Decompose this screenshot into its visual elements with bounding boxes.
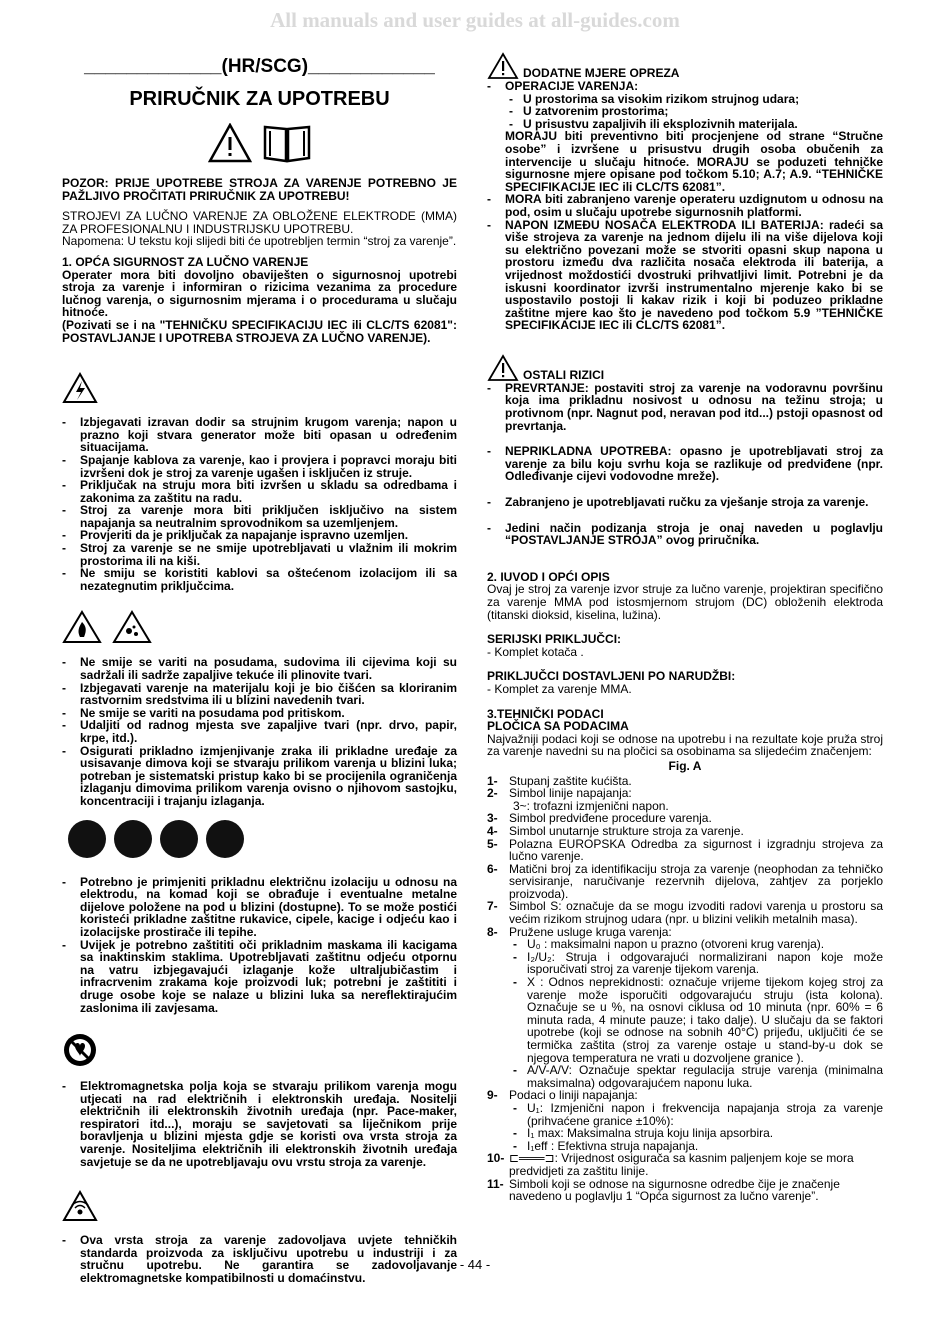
list-item: - Udaljiti od radnog mjesta sve zapaljive tvari (npr. drvo, papir, krpe, itd.). (62, 719, 457, 744)
section-1-text: Operater mora biti dovoljno obaviješten o sigurnosnoj upotrebi stroja za varenje i informiran o rizicima vezanima za procedure lučnog varenja, o sigurnosnim mjerama i o procedurama u slučaju hitnoće. (62, 267, 457, 320)
item-number: 3- (487, 811, 498, 826)
page-title: PRIRUČNIK ZA UPOTREBU (129, 88, 390, 110)
list-item (487, 80, 883, 193)
other-risks-title: OSTALI RIZICI (523, 368, 605, 383)
section-3-title: 3.TEHNIČKI PODACI (487, 706, 604, 721)
pacemaker-icons (62, 1032, 457, 1068)
item-number: 4- (487, 823, 498, 838)
list-item: - Ova vrsta stroja za varenje zadovoljava uvjete tehničkih standarda proizvoda za isključivu upotrebu u industriji i za stručnu upotrebu. Ne garantira se zadovoljavanje elektromagnetske kompatibilnosti u domaćinstvu. (62, 1234, 457, 1284)
list-item: - Zabranjeno je upotrebljavati ručku za vješanje stroja za varenje. (487, 496, 883, 509)
list-item: - Stroj za varenje mora biti priključen isključivo na sistem napajanja sa neutralnim sprovodnikom sa uzemljenjem. (62, 504, 457, 529)
right-column (487, 52, 883, 1203)
list-item: - Ne smije se variti na posudama pod pritiskom. (62, 707, 457, 720)
electric-safety-list (62, 416, 457, 592)
serial-accessories-text: - Komplet kotača . (487, 644, 584, 659)
item-text: Simbol S: označuje da se mogu izvoditi radovi varenja u prostoru sa većim rizikom strujnog udara (npr. u blizini velikih metalnih masa). (509, 899, 883, 927)
electric-hazard-icon (62, 372, 98, 404)
protective-boots-icon (160, 820, 198, 858)
sub-list (505, 93, 883, 131)
sub-list-item: - I₂/U₂: Struja i odgovarajući normalizirani napon koje može isporučivati stroj za varenje tijekom varenja. (509, 951, 883, 976)
item-text: Simbol unutarnje strukture stroja za varenje. (509, 823, 744, 838)
list-item: - NEPRIKLADNA UPOTREBA: opasno je upotrebljavati stroj za varenje za bilu koju svrhu koja se razlikuje od predviđene (npr. Odleđivanje cijevi vodovodne mreže). (487, 445, 883, 483)
list-item: - PREVRTANJE: postaviti stroj za varenje na vodoravnu površinu koja ima prikladnu nosivost u odnosu na težinu stroja; u protivnom (npr. Nagnut pod, neravan pod itd...) pstoji opasnost od prevrtanja. (487, 382, 883, 432)
list-item: - Izbjegavati izravan dodir sa strujnim krugom varenja; napon u prazno koji stvara generator može biti opasan u određenim situacijama. (62, 416, 457, 454)
list-item: - MORA biti zabranjeno varenje operateru uzdignutom u odnosu na pod, osim u slučaju upotrebe sigurnosnih platformi. (487, 193, 883, 218)
warning-triangle-icon (487, 354, 519, 382)
list-item (487, 1152, 883, 1177)
section-1-title: 1. OPĆA SIGURNOST ZA LUČNO VARENJE (62, 254, 309, 269)
sub-list-item: - U prisustvu zapaljivih ili eksplozivnih materijala. (505, 118, 883, 131)
item-number: 7- (487, 899, 498, 914)
intro-text: STROJEVI ZA LUČNO VARENJE ZA OBLOŽENE ELEKTRODE (MMA) ZA PROFESIONALNU I INDUSTRIJSKU UPOTREBU. (62, 209, 457, 236)
item-number: 6- (487, 861, 498, 876)
emf-list (62, 1080, 457, 1168)
list-item: - NAPON IZMEĐU NOSAČA ELEKTRODA ILI BATERIJA: radeći sa više strojeva za varenje na jednom dijelu ili na više dijelova koji su električno povezani može se stvoriti opasni skup napona u prostoru između dva različita nosača elektroda ili baterija, a vrijednost moždostići dvostruki prihvatljivi limit. Potrebni je da iskusni koordinator izvrši instrumentalno mjerenje kako bi se uspostavilo postoji li kakav rizik i koji bi poduzeo prikladne zaštitne mjere kao što je navedeno pod točkom 5.9 ”TEHNIČKE SPECIFIKACIJE IEC ili CLC/TS 62081”. (487, 219, 883, 332)
language-header: _____________(HR/SCG)____________ (84, 56, 435, 77)
item-subtext: 3~: trofazni izmjenični napon. (513, 798, 669, 813)
list-item (487, 926, 883, 1090)
list-item-tail: MORAJU biti preventivno biti procjenjene od strane “Stručne osobe” i izvršene u prisustvu drugih osoba obučenih za intervencije u slučaju hitnoće. MORAJU se poduzeti tehničke sigurnosne mjere opisane pod točkom 5.10; A.7; A.9. “TEHNIČKE SPECIFIKACIJE IEC ili CLC/TS 62081”. (505, 129, 883, 194)
item-text: Stupanj zaštite kućišta. (509, 773, 632, 788)
sub-list-item: - U zatvorenim prostorima; (505, 105, 883, 118)
section-3-subtitle: PLOČICA SA PODACIMA (487, 719, 629, 734)
list-item: - Spajanje kablova za varenje, kao i provjera i popravci moraju biti izvršeni dok je stroj za varenje ugašen i isključen iz struje. (62, 454, 457, 479)
fire-hazard-icon (62, 610, 102, 644)
item-number: 1- (487, 773, 498, 788)
sub-list-item: - I₁eff : Efektivna struja napajanja. (509, 1140, 883, 1153)
list-item: - Ne smiju se koristiti kablovi sa oštećenom izolacijom ili sa nezategnutim priključcima. (62, 567, 457, 592)
section-1-reference: (Pozivati se i na "TEHNIČKU SPECIFIKACIJU IEC ili CLC/TS 62081": POSTAVLJANJE I UPOTREBA STROJEVA ZA LUČNO VARENJE). (62, 317, 457, 345)
list-item (487, 787, 883, 812)
optional-accessories-title: PRIKLJUČCI DOSTAVLJENI PO NARUDŽBI: (487, 669, 736, 684)
extra-precautions-title: DODATNE MJERE OPREZA (523, 66, 680, 81)
welding-mask-icon (206, 820, 244, 858)
item-number: 9- (487, 1088, 498, 1103)
list-item: - Elektromagnetska polja koja se stvaraju prilikom varenja mogu utjecati na rad električnih i elektronskih uređaja. Nositelji električnih ili elektronskih životnih uređaja (npr. Pace-maker, respiratori itd...), moraju se savjetovati sa liječnikom prije boravljenja u blizini mjesta gdje se koristi ova vrsta stroja za varenje. Nositeljima električnih ili elektronskih životnih uređaja savjetuje se da ne upotrebljavaju ovu vrstu stroja za varenje. (62, 1080, 457, 1168)
sub-list-item: - X : Odnos neprekidnosti: označuje vrijeme tijekom kojeg stroj za varenje može isporučiti odgovarajuću struju (ista kolona). Označuje se u %, na osnovi ciklusa od 10 minuta (npr. 60% = 6 minuta rada, 4 minute pauze; i tako dalje). U slučaju da se faktori upotrebe (koji se odnose na sobnih 40°C) prijeđu, uključiti će se termička zaštita (stroj za varenje ostaje u stand-by-u dok se njegova temperatura ne vrati u dozvoljene granice ). (509, 976, 883, 1064)
warning-triangle-icon (487, 52, 519, 80)
sub-list-item: - A/V-A/V: Označuje spektar regulacija struje varenja (minimalna maksimalna) odgovarajućem naponu luka. (509, 1064, 883, 1089)
item-text: ⊏═══⊐: Vrijednost osigurača sa kasnim paljenjem koje se mora predvidjeti za zaštitu linije. (509, 1151, 854, 1178)
note-text: Napomena: U tekstu koji slijedi biti će upotrebljen termin “stroj za varenje”. (62, 234, 457, 249)
list-item: - Provjeriti da je priključak za napajanje ispravno uzemljen. (62, 529, 457, 542)
left-column (62, 52, 457, 1285)
other-risks-heading (487, 354, 883, 382)
ppe-icons (68, 820, 457, 858)
list-item: - Uvijek je potrebno zaštititi oči prikladnim maskama ili kacigama sa inaktinskim staklima. Upotrebljavati zaštitnu odjeću otpornu na vatru izbjegavajući izlaganje kože ultraljubičastim i infracrvenim zrakama koje proizvodi luk; potrebni je zaštititi i druge osobe koje se nalaze u blizini luka sa nereflektirajućim zaslonima ili zavjesama. (62, 939, 457, 1015)
item-text: Polazna EUROPSKA Odredba za sigurnost i izgradnju strojeva za lučno varenje. (509, 836, 883, 864)
extra-precautions-list (487, 80, 883, 332)
optional-accessories-text: - Komplet za varenje MMA. (487, 681, 632, 696)
emc-icons (62, 1190, 457, 1222)
protective-gloves-icon (114, 820, 152, 858)
manual-book-icon (262, 123, 312, 163)
warning-text: POZOR: PRIJE UPOTREBE STROJA ZA VARENJE POTREBNO JE PAŽLJIVO PROČITATI PRIRUČNIK ZA UPOTREBU! (62, 176, 457, 203)
item-number: 2- (487, 786, 498, 801)
list-item: - Ne smije se variti na posudama, sudovima ili cijevima koji su sadržali ili sadrže zapaljive tekuće ili plinovite tvari. (62, 656, 457, 681)
item-text: Pružene usluge kruga varenja: (509, 924, 672, 939)
item-text: Simbol linije napajanja: (509, 786, 632, 801)
list-item: - Priključak na struju mora biti izvršen u skladu sa odredbama i zakonima za zaštitu na radu. (62, 479, 457, 504)
fire-hazard-icons (62, 610, 457, 644)
list-item (487, 838, 883, 863)
list-item (487, 1178, 883, 1203)
item-number: 11- (487, 1176, 504, 1191)
sub-list-item: - I₁ max: Maksimalna struja koju linija apsorbira. (509, 1127, 883, 1140)
list-item (487, 900, 883, 925)
figure-label: Fig. A (668, 758, 702, 773)
sub-list (509, 938, 883, 1089)
electric-hazard-icons (62, 372, 457, 404)
fire-safety-list (62, 656, 457, 807)
item-number: 5- (487, 836, 498, 851)
list-item (487, 863, 883, 901)
item-text: Podaci o liniji napajanja: (509, 1088, 638, 1103)
sub-list (509, 1102, 883, 1152)
sub-list-item: - U prostorima sa visokim rizikom strujnog udara; (505, 93, 883, 106)
data-plate-list (487, 775, 883, 1203)
item-number: 8- (487, 924, 498, 939)
other-risks-list (487, 382, 883, 547)
extra-precautions-heading (487, 52, 883, 80)
list-item: - Izbjegavati varenje na materijalu koji je bio čišćen sa kloriranim rastvornim sredstvima ili u blizini navedenih tvari. (62, 682, 457, 707)
list-item (487, 1089, 883, 1152)
item-text: Matični broj za identifikaciju stroja za varenje (neophodan za tehničko servisiranje, naručivanje rezervnih dijelova, zahtjev za porjeklo proizvoda). (509, 861, 883, 901)
serial-accessories-title: SERIJSKI PRIKLJUČCI: (487, 632, 622, 647)
list-item: - Stroj za varenje se ne smije upotrebljavati u vlažnim ili mokrim prostorima ili na kiši. (62, 542, 457, 567)
explosion-hazard-icon (112, 610, 152, 644)
item-text: Simboli koji se odnose na sigurnosne odredbe čije je značenje navedeno u poglavlju 1 “Opća sigurnost za lučno varenje”. (509, 1176, 840, 1204)
electromagnetic-hazard-icon (62, 1190, 98, 1222)
watermark: All manuals and user guides at all-guides.com (270, 8, 680, 32)
warning-triangle-icon (208, 123, 252, 163)
protective-clothing-icon (68, 820, 106, 858)
section-2-title: 2. IUVOD I OPĆI OPIS (487, 569, 610, 584)
section-3-text: Najvažniji podaci koji se odnose na upotrebu i na rezultate koje pruža stroj za varenje navedni su na pločici sa osobinama sa slijedećim značenjem: (487, 731, 883, 759)
list-item: - Jedini način podizanja stroja je onaj naveden u poglavlju “POSTAVLJANJE STROJA” ovog priručnika. (487, 522, 883, 547)
item-text: Simbol predviđene procedure varenja. (509, 811, 712, 826)
sub-list-item: - U₀ : maksimalni napon u prazno (otvoreni krug varenja). (509, 938, 883, 951)
no-pacemaker-icon (62, 1032, 98, 1068)
list-item-head: OPERACIJE VARENJA: (505, 79, 639, 93)
section-2-text: Ovaj je stroj za varenje izvor struje za lučno varenje, projektiran specifično za varenje MMA pod istosmjernom strujom (DC) obloženih elektroda (titanski dioksid, kiselina, lužina). (487, 582, 883, 622)
page-number: - 44 - (459, 1257, 491, 1272)
ppe-list (62, 876, 457, 1015)
item-number: 10- (487, 1151, 505, 1166)
list-item: - Osigurati prikladno izmjenjivanje zraka ili prikladne uređaje za usisavanje dimova koji se stvaraju prilikom varenja u blizini luka; potreban je sistematski pristup kako bi se procijenila ograničenja izlaganju dimovima prilikom varenja ovisno o njihovom sastojku, koncentraciji i trajanju izlaganja. (62, 745, 457, 808)
list-item: - Potrebno je primjeniti prikladnu električnu izolaciju u odnosu na elektrodu, na komad koji se obrađuje i eventualne metalne dijelove položene na pod u blizini (dostupne). To se može postići koristeći prikladne zaštitne rukavice, cipele, kacige i odjeću kao i izolacijske prostirače ili tepihe. (62, 876, 457, 939)
sub-list-item: - U₁: Izmjenični napon i frekvencija napajanja stroja za varenje (prihvaćene granice ±10%): (509, 1102, 883, 1127)
top-icons (62, 123, 457, 163)
